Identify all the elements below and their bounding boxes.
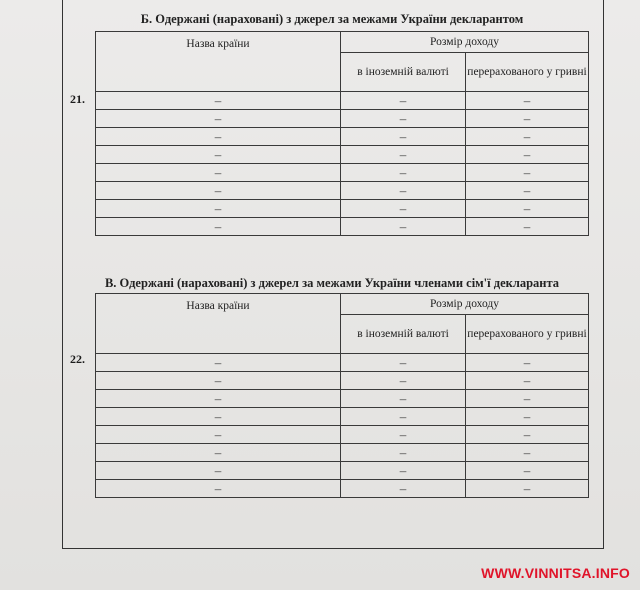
foreign-amount-cell: – <box>341 354 466 372</box>
foreign-amount-cell: – <box>341 444 466 462</box>
converted-amount-cell: – <box>466 110 589 128</box>
converted-amount-cell: – <box>466 354 589 372</box>
foreign-amount-cell: – <box>341 390 466 408</box>
converted-amount-cell: – <box>466 218 589 236</box>
country-cell: – <box>96 390 341 408</box>
country-cell: – <box>96 110 341 128</box>
foreign-amount-cell: – <box>341 426 466 444</box>
converted-amount-cell: – <box>466 408 589 426</box>
country-name-header: Назва країни <box>96 294 341 354</box>
table-row <box>96 390 589 408</box>
table-row <box>96 182 589 200</box>
foreign-currency-header: в іноземній валюті <box>341 315 466 354</box>
table-row <box>96 218 589 236</box>
table-row <box>96 408 589 426</box>
converted-amount-cell: – <box>466 372 589 390</box>
converted-amount-cell: – <box>466 164 589 182</box>
converted-amount-cell: – <box>466 92 589 110</box>
foreign-amount-cell: – <box>341 110 466 128</box>
table-row <box>96 92 589 110</box>
country-cell: – <box>96 408 341 426</box>
converted-amount-cell: – <box>466 462 589 480</box>
foreign-amount-cell: – <box>341 146 466 164</box>
converted-amount-cell: – <box>466 200 589 218</box>
country-cell: – <box>96 444 341 462</box>
converted-amount-cell: – <box>466 480 589 498</box>
section-v-table <box>95 293 589 498</box>
country-cell: – <box>96 480 341 498</box>
table-row <box>96 146 589 164</box>
section-b-title: Б. Одержані (нараховані) з джерел за межами України декларантом <box>140 12 524 26</box>
table-row <box>96 444 589 462</box>
foreign-amount-cell: – <box>341 164 466 182</box>
country-cell: – <box>96 354 341 372</box>
country-cell: – <box>96 146 341 164</box>
converted-amount-cell: – <box>466 444 589 462</box>
table-row <box>96 462 589 480</box>
table-row <box>96 354 589 372</box>
converted-amount-cell: – <box>466 390 589 408</box>
country-cell: – <box>96 182 341 200</box>
foreign-amount-cell: – <box>341 480 466 498</box>
table-row <box>96 480 589 498</box>
table-row <box>96 372 589 390</box>
table-row <box>96 128 589 146</box>
table-row <box>96 164 589 182</box>
foreign-amount-cell: – <box>341 462 466 480</box>
converted-amount-cell: – <box>466 128 589 146</box>
foreign-amount-cell: – <box>341 200 466 218</box>
section-v-row-number: 22. <box>70 352 85 366</box>
country-cell: – <box>96 462 341 480</box>
country-cell: – <box>96 200 341 218</box>
country-cell: – <box>96 372 341 390</box>
converted-amount-cell: – <box>466 426 589 444</box>
section-b-row-number: 21. <box>70 92 85 106</box>
country-cell: – <box>96 218 341 236</box>
foreign-amount-cell: – <box>341 372 466 390</box>
foreign-currency-header: в іноземній валюті <box>341 53 466 92</box>
section-v-title: В. Одержані (нараховані) з джерел за межами України членами сім'ї декларанта <box>104 276 560 290</box>
converted-amount-cell: – <box>466 182 589 200</box>
foreign-amount-cell: – <box>341 182 466 200</box>
table-row <box>96 426 589 444</box>
country-cell: – <box>96 128 341 146</box>
country-cell: – <box>96 92 341 110</box>
foreign-amount-cell: – <box>341 218 466 236</box>
foreign-amount-cell: – <box>341 92 466 110</box>
converted-amount-cell: – <box>466 146 589 164</box>
foreign-amount-cell: – <box>341 408 466 426</box>
converted-uah-header: перерахованого у гривні <box>466 53 589 92</box>
foreign-amount-cell: – <box>341 128 466 146</box>
site-watermark: WWW.VINNITSA.INFO <box>481 565 630 581</box>
converted-uah-header: перерахованого у гривні <box>466 315 589 354</box>
country-name-header: Назва країни <box>96 32 341 92</box>
country-cell: – <box>96 426 341 444</box>
country-cell: – <box>96 164 341 182</box>
table-row <box>96 110 589 128</box>
table-row <box>96 200 589 218</box>
income-amount-header: Розмір доходу <box>341 294 589 315</box>
section-b-table <box>95 31 589 236</box>
income-amount-header: Розмір доходу <box>341 32 589 53</box>
